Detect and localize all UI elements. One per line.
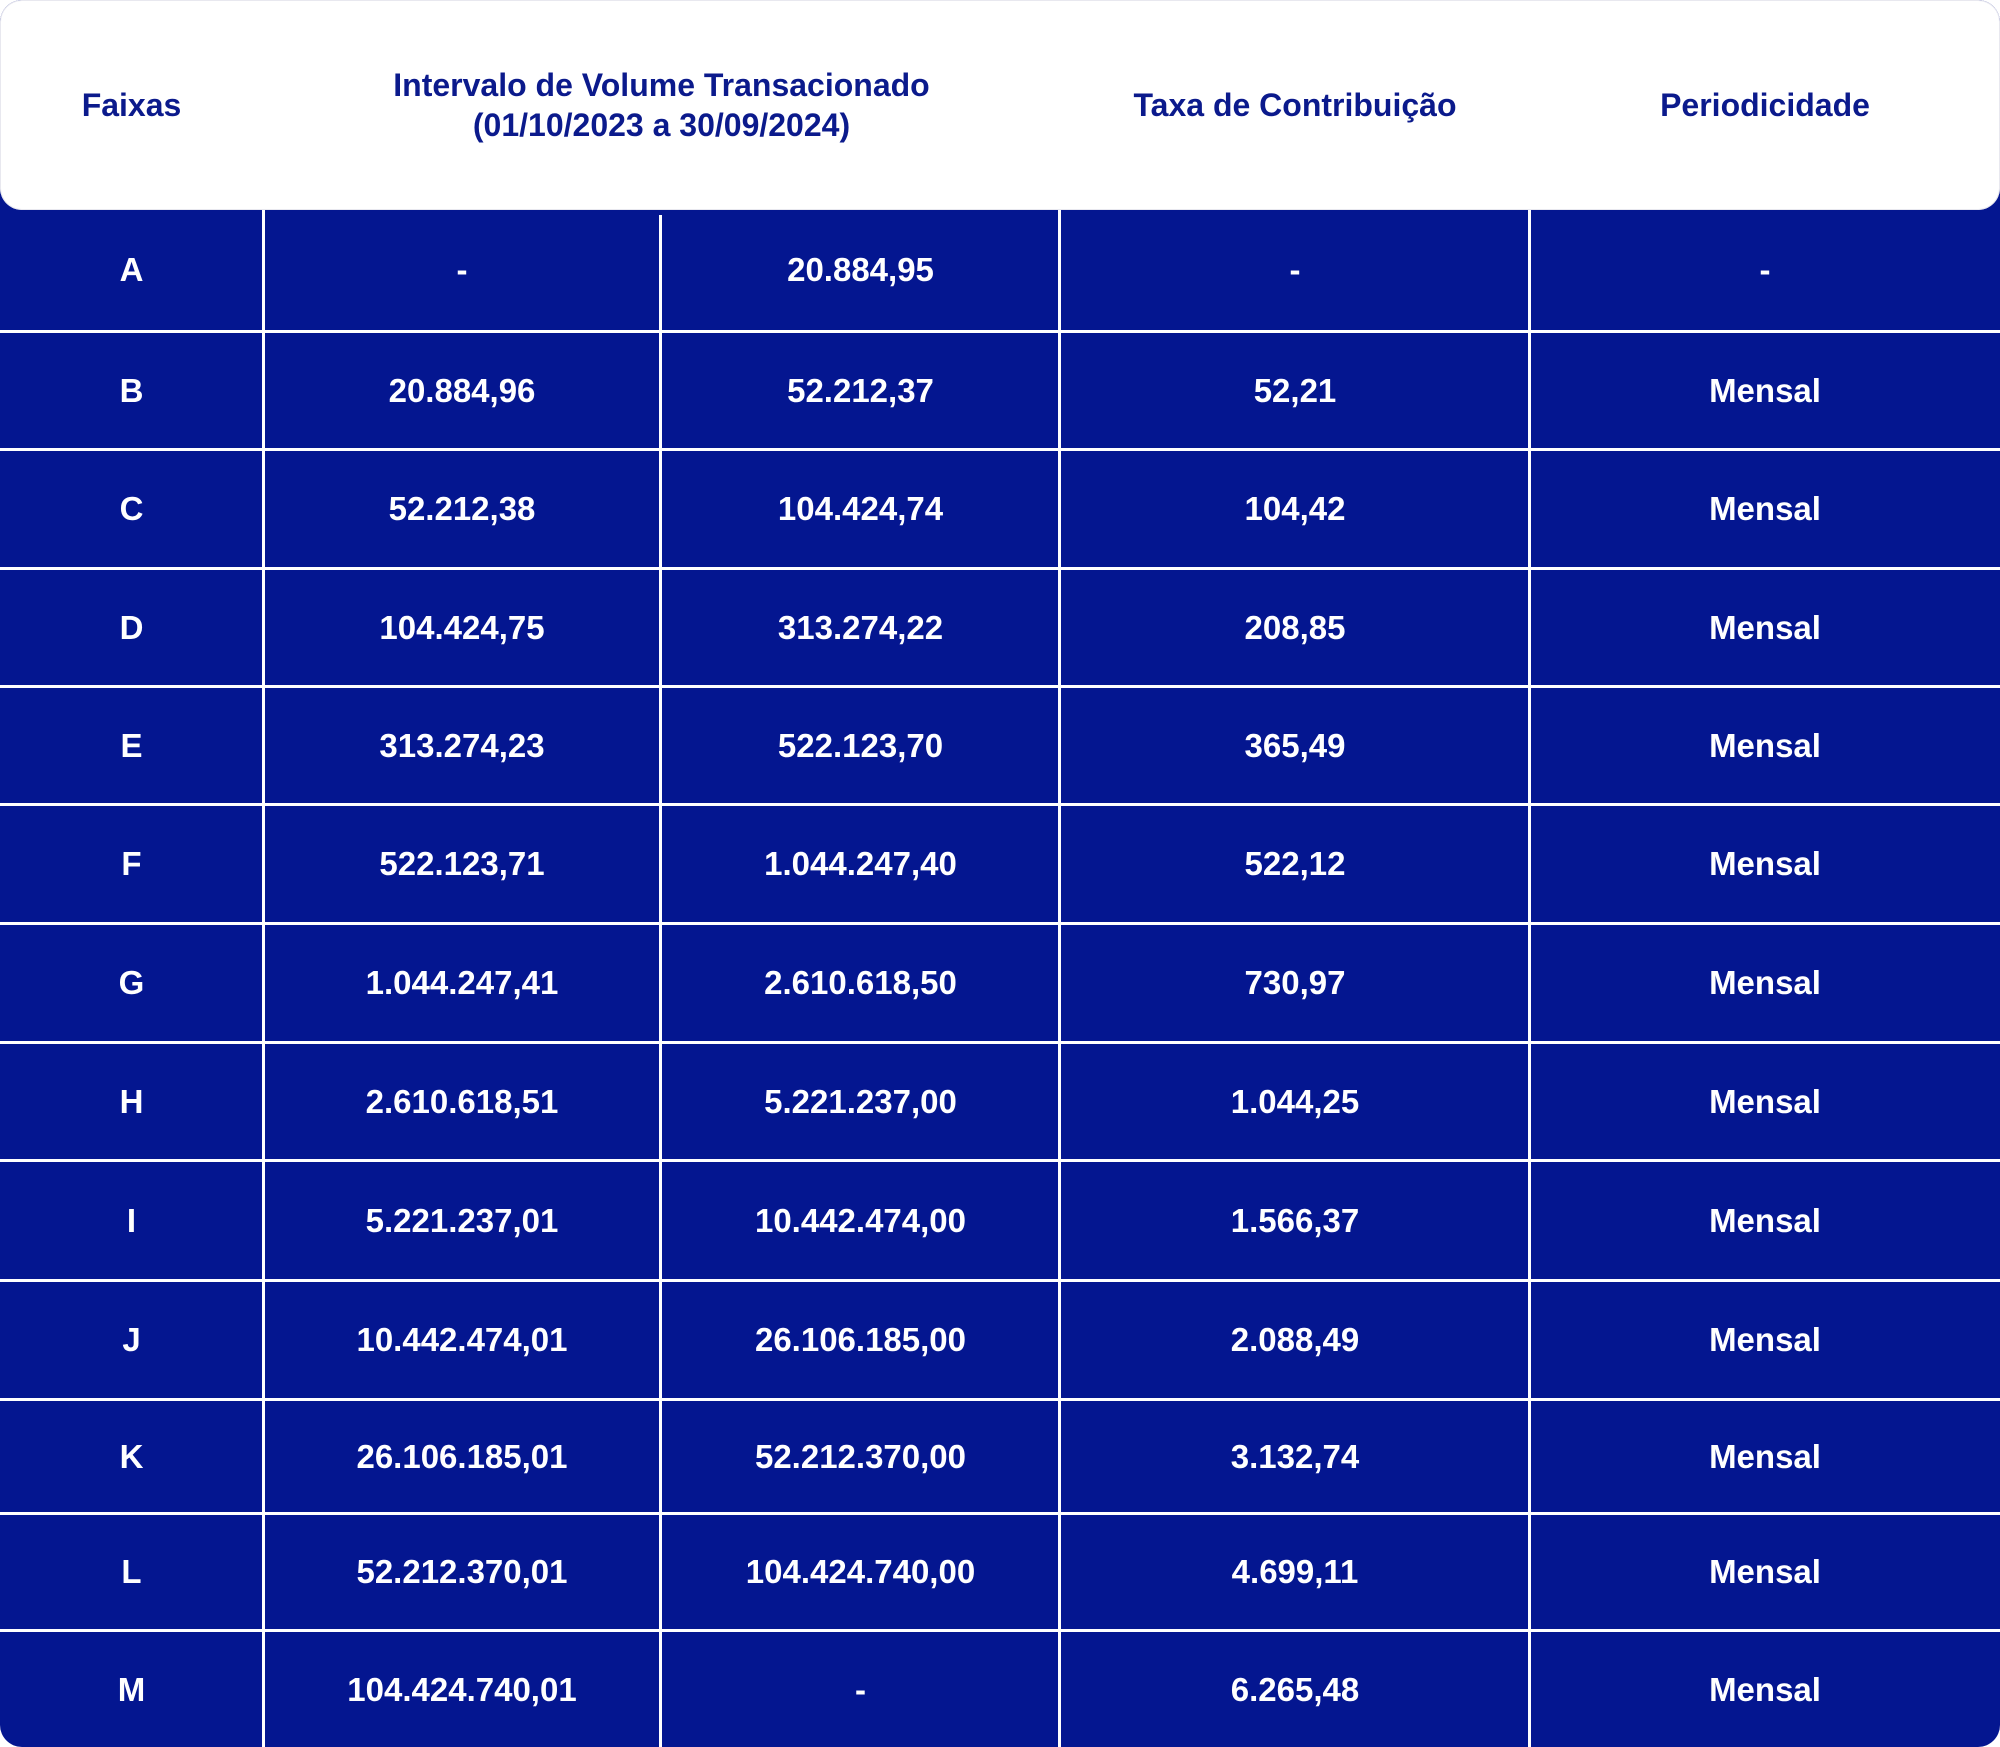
table-row — [0, 1629, 2000, 1747]
table-row — [0, 567, 2000, 685]
cell-de: 1.044.247,41 — [365, 964, 559, 1001]
cell-de: 313.274,23 — [379, 726, 545, 764]
cell-ate: 104.424.740,00 — [745, 1553, 976, 1590]
cell-de: 5.221.237,01 — [365, 1201, 559, 1239]
cell-periodicidade: Mensal — [1709, 1553, 1821, 1590]
header-intervalo — [263, 0, 1060, 210]
table-row — [0, 1159, 2000, 1279]
cell-periodicidade: Mensal — [1709, 964, 1821, 1001]
cell-de: - — [456, 251, 468, 288]
cell-periodicidade: Mensal — [1709, 490, 1821, 527]
cell-periodicidade: Mensal — [1709, 1321, 1821, 1358]
cell-ate: 20.884,95 — [787, 251, 934, 288]
cell-periodicidade: Mensal — [1709, 1670, 1821, 1708]
table-row — [0, 685, 2000, 803]
cell-taxa: 522,12 — [1244, 845, 1346, 882]
cell-ate: 52.212.370,00 — [754, 1437, 967, 1475]
column-divider — [1058, 210, 1061, 1747]
header-faixas — [0, 0, 263, 210]
cell-taxa: 365,49 — [1244, 726, 1346, 764]
cell-faixa: C — [119, 490, 144, 527]
header-intervalo-period: (01/10/2023 a 30/09/2024) — [472, 107, 851, 143]
cell-taxa: 2.088,49 — [1230, 1321, 1360, 1358]
cell-de: 20.884,96 — [388, 371, 536, 409]
cell-faixa: J — [122, 1321, 141, 1358]
cell-periodicidade: Mensal — [1709, 1437, 1821, 1475]
cell-taxa: 104,42 — [1244, 490, 1346, 527]
cell-ate: 313.274,22 — [777, 608, 944, 646]
column-divider — [1528, 210, 1531, 1747]
cell-periodicidade: Mensal — [1709, 371, 1821, 409]
header-taxa-label: Taxa de Contribuição — [1133, 87, 1457, 123]
cell-de: 52.212,38 — [388, 490, 536, 527]
header-taxa — [1060, 0, 1530, 210]
cell-faixa: F — [121, 845, 142, 882]
table-row — [0, 330, 2000, 448]
cell-faixa: L — [121, 1553, 142, 1590]
cell-periodicidade: Mensal — [1709, 845, 1821, 882]
table-row — [0, 448, 2000, 567]
cell-de: 2.610.618,51 — [365, 1082, 559, 1120]
header-periodicidade — [1530, 0, 2000, 210]
cell-de: 52.212.370,01 — [356, 1553, 568, 1590]
cell-faixa: K — [119, 1437, 144, 1475]
table-row — [0, 1279, 2000, 1398]
cell-taxa: 52,21 — [1253, 371, 1337, 409]
table-row — [0, 1512, 2000, 1629]
cell-taxa: - — [1289, 251, 1301, 288]
table-row — [0, 803, 2000, 922]
cell-periodicidade: Mensal — [1709, 726, 1821, 764]
table-row — [0, 1398, 2000, 1512]
table-row — [0, 922, 2000, 1041]
cell-de: 104.424.740,01 — [347, 1670, 577, 1708]
cell-ate: 10.442.474,00 — [754, 1201, 967, 1239]
cell-ate: 26.106.185,00 — [754, 1321, 967, 1358]
cell-taxa: 208,85 — [1244, 608, 1346, 646]
cell-ate: 522.123,70 — [777, 726, 944, 764]
column-divider — [659, 215, 662, 1747]
cell-ate: 104.424,74 — [777, 490, 944, 527]
table-header — [0, 0, 2000, 210]
cell-periodicidade: Mensal — [1709, 1201, 1821, 1239]
cell-taxa: 3.132,74 — [1230, 1437, 1360, 1475]
header-intervalo-label: Intervalo de Volume Transacionado — [393, 67, 930, 103]
cell-faixa: E — [120, 726, 143, 764]
table-row — [0, 210, 2000, 330]
cell-taxa: 1.566,37 — [1230, 1201, 1360, 1239]
header-faixas-label: Faixas — [81, 87, 182, 123]
cell-de: 10.442.474,01 — [356, 1321, 568, 1358]
header-periodicidade-label: Periodicidade — [1660, 87, 1870, 123]
cell-ate: 1.044.247,40 — [764, 845, 957, 882]
cell-de: 26.106.185,01 — [356, 1437, 568, 1475]
table-row — [0, 1041, 2000, 1159]
cell-taxa: 1.044,25 — [1230, 1082, 1360, 1120]
cell-faixa: M — [117, 1670, 146, 1708]
cell-faixa: G — [118, 964, 145, 1001]
cell-periodicidade: Mensal — [1709, 608, 1821, 646]
cell-de: 104.424,75 — [379, 608, 545, 646]
cell-faixa: B — [119, 371, 144, 409]
cell-ate: 52.212,37 — [787, 371, 934, 409]
cell-faixa: A — [119, 251, 144, 288]
cell-faixa: I — [126, 1201, 137, 1239]
cell-taxa: 730,97 — [1244, 964, 1346, 1001]
cell-de: 522.123,71 — [379, 845, 545, 882]
cell-periodicidade: Mensal — [1709, 1082, 1821, 1120]
cell-ate: - — [855, 1670, 866, 1708]
cell-faixa: D — [119, 608, 144, 646]
cell-ate: 2.610.618,50 — [764, 964, 957, 1001]
column-divider — [262, 210, 265, 1747]
cell-taxa: 6.265,48 — [1230, 1670, 1360, 1708]
cell-faixa: H — [119, 1082, 144, 1120]
cell-taxa: 4.699,11 — [1231, 1553, 1359, 1590]
cell-ate: 5.221.237,00 — [764, 1082, 957, 1120]
cell-periodicidade: - — [1759, 251, 1771, 288]
